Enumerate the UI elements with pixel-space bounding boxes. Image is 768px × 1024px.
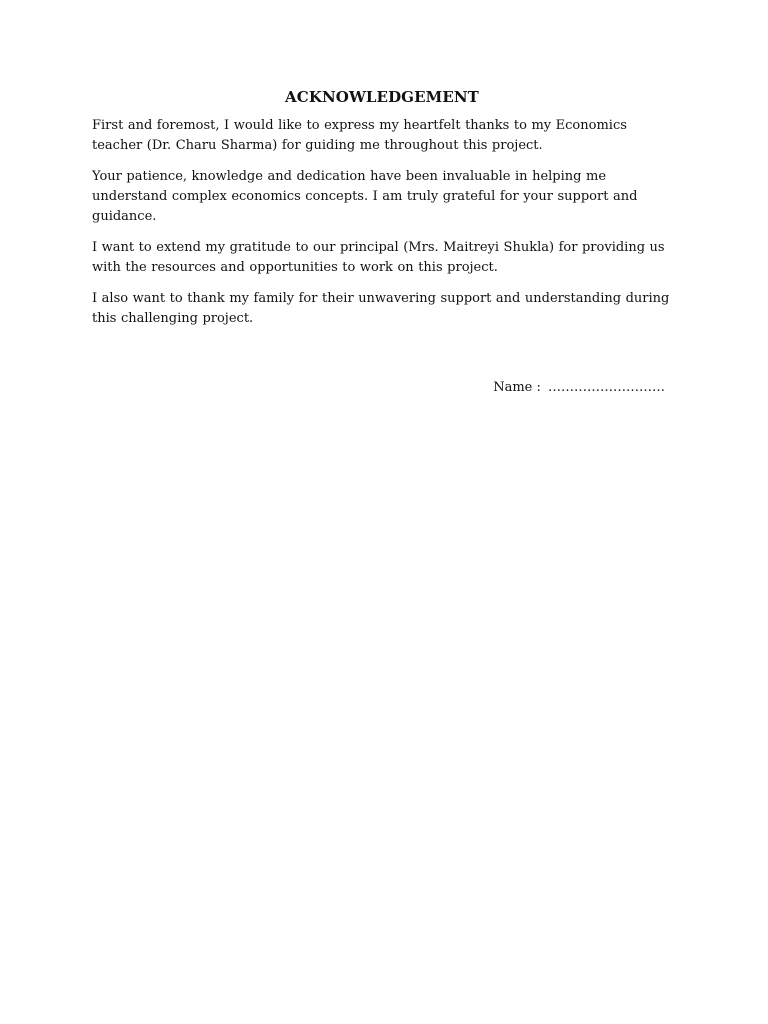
paragraph-teacher-thanks: First and foremost, I would like to express my heartfelt thanks to my Economics teacher (Dr. Charu Sharma) for guiding me throughout this project. bbox=[92, 118, 627, 153]
paragraph-gratitude: Your patience, knowledge and dedication have been invaluable in helping me understand complex economics concepts. I am truly grateful for your support and guidance. bbox=[92, 169, 638, 224]
signature-blank: ……………………… bbox=[548, 380, 665, 395]
document-title: ACKNOWLEDGEMENT bbox=[285, 88, 479, 106]
paragraph-family-thanks: I also want to thank my family for their unwavering support and understanding during this challenging project. bbox=[92, 291, 670, 326]
signature-line bbox=[493, 378, 665, 398]
document-body bbox=[92, 88, 672, 340]
paragraph-principal-thanks: I want to extend my gratitude to our principal (Mrs. Maitreyi Shukla) for providing us with the resources and opportunities to work on this project. bbox=[92, 240, 665, 275]
signature-label: Name : bbox=[493, 380, 541, 395]
